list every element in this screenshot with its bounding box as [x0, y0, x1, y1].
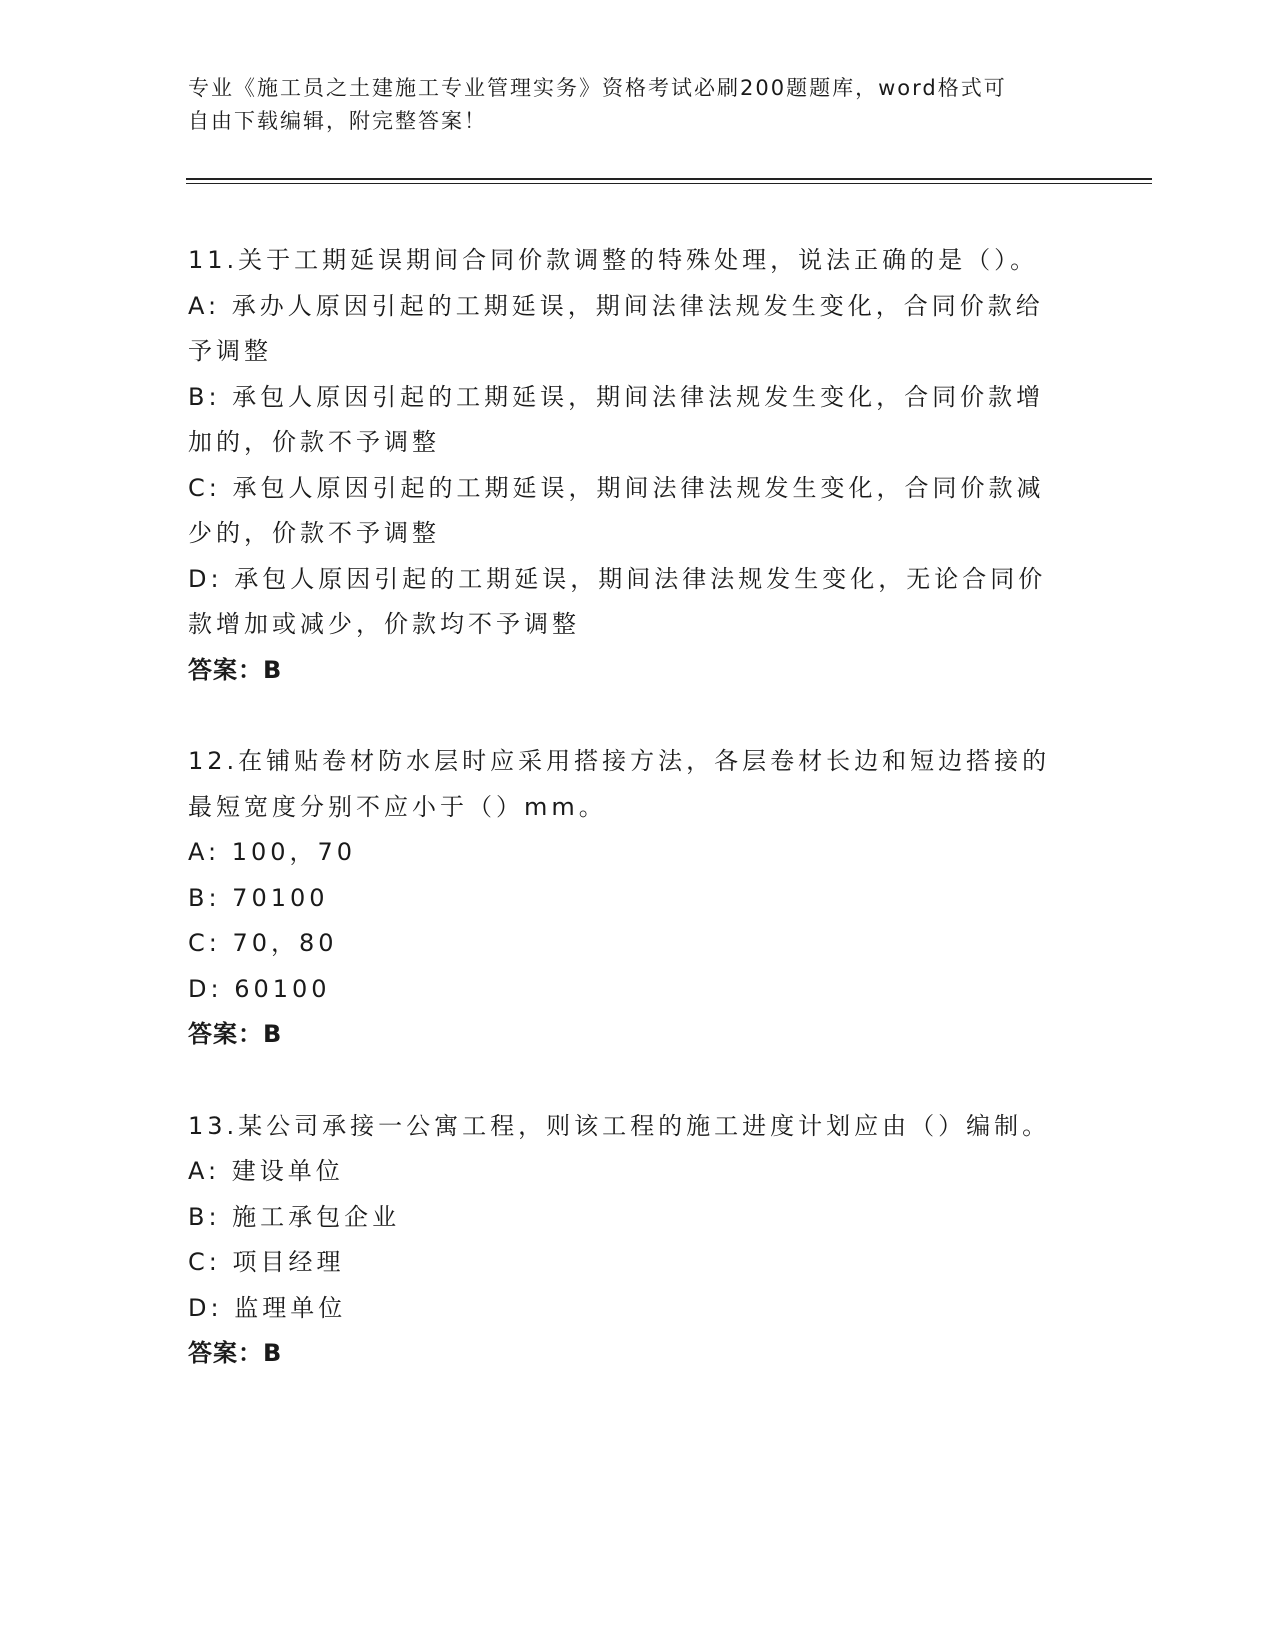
option-d: D: 60100 [188, 974, 331, 1003]
question-list [188, 238, 1088, 1423]
header-divider [186, 178, 1152, 180]
option-d-cont: 款增加或减少，价款均不予调整 [188, 610, 580, 638]
option-b: B: 70100 [188, 883, 329, 912]
header-divider-thin [186, 183, 1152, 184]
option-d: D: 监理单位 [188, 1293, 347, 1322]
question-stem-cont: 最短宽度分别不应小于（）mm。 [188, 792, 607, 821]
option-c: C: 项目经理 [188, 1248, 345, 1276]
question-stem: 11.关于工期延误期间合同价款调整的特殊处理，说法正确的是（）。 [188, 246, 1039, 274]
question-11 [188, 238, 1088, 693]
question-13 [188, 1104, 1088, 1377]
option-a: A: 100，70 [188, 838, 357, 866]
option-a: A: 承办人原因引起的工期延误，期间法律法规发生变化，合同价款给 [188, 291, 1044, 320]
header-line-1: 专业《施工员之土建施工专业管理实务》资格考试必刷200题题库，word格式可 [188, 76, 1007, 100]
question-stem: 12.在铺贴卷材防水层时应采用搭接方法，各层卷材长边和短边搭接的 [188, 747, 1051, 775]
answer: 答案：B [188, 1339, 283, 1367]
question-12 [188, 739, 1088, 1058]
option-c: C: 70，80 [188, 929, 338, 957]
header-line-2: 自由下载编辑，附完整答案！ [188, 109, 487, 133]
answer: 答案：B [188, 655, 283, 684]
option-b: B: 承包人原因引起的工期延误，期间法律法规发生变化，合同价款增 [188, 382, 1045, 411]
option-b: B: 施工承包企业 [188, 1202, 401, 1231]
question-stem: 13.某公司承接一公寓工程，则该工程的施工进度计划应由（）编制。 [188, 1111, 1051, 1140]
document-header [188, 72, 1088, 138]
answer: 答案：B [188, 1020, 283, 1048]
option-a: A: 建设单位 [188, 1157, 344, 1185]
option-d: D: 承包人原因引起的工期延误，期间法律法规发生变化，无论合同价 [188, 564, 1047, 593]
option-c-cont: 少的，价款不予调整 [188, 519, 440, 547]
option-a-cont: 予调整 [188, 337, 272, 365]
option-c: C: 承包人原因引起的工期延误，期间法律法规发生变化，合同价款减 [188, 473, 1045, 502]
option-b-cont: 加的，价款不予调整 [188, 428, 440, 456]
